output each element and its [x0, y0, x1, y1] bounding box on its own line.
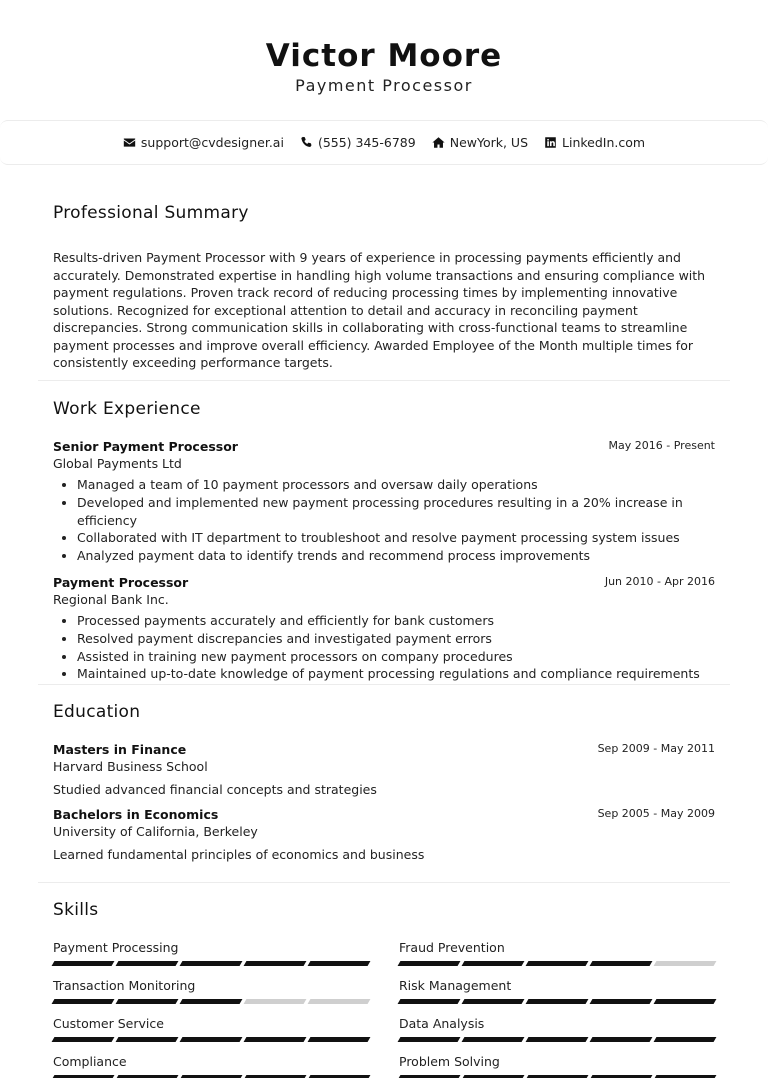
skill-level-segment — [52, 961, 115, 966]
job-bullet: • Processed payments accurately and efficiently for bank customers — [77, 612, 715, 630]
skill-level-segment — [244, 961, 307, 966]
skill-level-segment — [526, 961, 589, 966]
skill-level-segment — [398, 961, 461, 966]
skill-level-segment — [654, 961, 717, 966]
linkedin-icon — [544, 136, 557, 149]
job-bullet: • Assisted in training new payment processors on company procedures — [77, 648, 715, 666]
candidate-name: Victor Moore — [265, 38, 503, 74]
skill-level-segment — [180, 1037, 243, 1042]
skill-level-segment — [654, 1037, 717, 1042]
skill-level-segment — [180, 999, 243, 1004]
linkedin-text: LinkedIn.com — [562, 135, 646, 150]
education-entry — [53, 807, 715, 862]
contact-email[interactable] — [123, 135, 284, 150]
skill-item — [53, 978, 369, 1004]
email-text: support@cvdesigner.ai — [140, 135, 284, 150]
skill-item — [399, 978, 715, 1004]
contact-phone[interactable] — [300, 135, 416, 150]
resume-header — [0, 0, 768, 118]
skill-item — [53, 1054, 369, 1078]
job-company: Global Payments Ltd — [53, 456, 182, 471]
job-bullets — [53, 476, 715, 565]
job-bullet: • Developed and implemented new payment processing procedures resulting in a 20% increase in efficiency — [77, 494, 715, 530]
job-bullets — [53, 612, 715, 683]
skill-level-segment — [590, 961, 653, 966]
skill-level-segment — [462, 961, 525, 966]
skill-level-segment — [52, 1037, 115, 1042]
skill-level-segment — [398, 999, 461, 1004]
skill-item — [53, 940, 369, 966]
skill-level-segment — [116, 1037, 179, 1042]
skill-level-bar — [399, 961, 715, 966]
skill-level-bar — [53, 1037, 369, 1042]
summary-heading: Professional Summary — [53, 203, 249, 223]
job-bullet: • Analyzed payment data to identify trends and recommend process improvements — [77, 547, 715, 565]
skill-level-segment — [654, 999, 717, 1004]
job-bullet: • Collaborated with IT department to troubleshoot and resolve payment processing system issues — [77, 529, 715, 547]
skill-level-segment — [398, 1037, 461, 1042]
skill-level-segment — [526, 999, 589, 1004]
skill-level-segment — [462, 999, 525, 1004]
skill-level-segment — [526, 1037, 589, 1042]
school: Harvard Business School — [53, 759, 208, 774]
education-section — [53, 702, 715, 862]
skill-level-segment — [180, 961, 243, 966]
job-bullet: • Maintained up-to-date knowledge of payment processing regulations and compliance requirements — [77, 665, 715, 683]
skill-name: Customer Service — [53, 1016, 164, 1031]
phone-icon — [300, 136, 313, 149]
school: University of California, Berkeley — [53, 824, 258, 839]
summary-section — [53, 203, 715, 372]
education-entry — [53, 742, 715, 797]
degree: Masters in Finance — [53, 742, 187, 757]
skill-level-segment — [462, 1037, 525, 1042]
skill-item — [399, 1016, 715, 1042]
skill-level-bar — [399, 999, 715, 1004]
job-dates: Jun 2010 - Apr 2016 — [604, 574, 715, 588]
skill-level-segment — [590, 1037, 653, 1042]
skills-grid — [53, 940, 715, 1078]
skill-name: Payment Processing — [53, 940, 179, 955]
skill-name: Compliance — [53, 1054, 127, 1069]
skill-level-bar — [399, 1037, 715, 1042]
skill-level-segment — [52, 999, 115, 1004]
section-divider — [38, 380, 730, 381]
skill-level-segment — [116, 999, 179, 1004]
skill-name: Fraud Prevention — [399, 940, 505, 955]
skill-name: Data Analysis — [399, 1016, 485, 1031]
job-entry — [53, 439, 715, 565]
skills-section — [53, 900, 715, 1078]
home-icon — [432, 136, 445, 149]
degree: Bachelors in Economics — [53, 807, 219, 822]
section-divider — [38, 882, 730, 883]
skill-level-segment — [590, 999, 653, 1004]
education-description: Studied advanced financial concepts and strategies — [53, 782, 377, 797]
location-text: NewYork, US — [449, 135, 529, 150]
skill-item — [399, 1054, 715, 1078]
phone-text: (555) 345-6789 — [317, 135, 416, 150]
experience-heading: Work Experience — [53, 399, 201, 419]
education-dates: Sep 2005 - May 2009 — [597, 807, 715, 820]
skill-name: Problem Solving — [399, 1054, 500, 1069]
skill-name: Risk Management — [399, 978, 512, 993]
skill-item — [399, 940, 715, 966]
contact-bar — [0, 120, 768, 165]
skill-level-bar — [53, 961, 369, 966]
job-title: Payment Processor — [53, 574, 189, 590]
skill-level-segment — [116, 961, 179, 966]
skill-item — [53, 1016, 369, 1042]
summary-text: Results-driven Payment Processor with 9 years of experience in processing payments efficiently and accurately. Demonstrated expertise in handling high volume transactions and ensuring compliance with payment regulations. Proven track record of reducing processing times by implementing innovative solutions. Recognized for exceptional attention to detail and accuracy in reconciling payment discrepancies. Strong communication skills in collaborating with cross-functional teams to streamline payment processes and improve overall efficiency. Awarded Employee of the Month multiple times for consistently exceeding performance targets. — [53, 250, 706, 370]
envelope-icon — [123, 136, 136, 149]
job-dates: May 2016 - Present — [608, 439, 715, 452]
experience-section — [53, 399, 715, 683]
education-description: Learned fundamental principles of economics and business — [53, 847, 425, 862]
candidate-title: Payment Processor — [295, 76, 473, 95]
skill-level-segment — [308, 1037, 371, 1042]
contact-location — [432, 135, 528, 150]
education-dates: Sep 2009 - May 2011 — [597, 742, 715, 755]
skill-name: Transaction Monitoring — [53, 978, 196, 993]
job-entry — [53, 575, 715, 683]
skill-level-segment — [244, 999, 307, 1004]
job-title: Senior Payment Processor — [53, 439, 238, 454]
skill-level-bar — [53, 999, 369, 1004]
skill-level-segment — [308, 999, 371, 1004]
education-heading: Education — [53, 702, 141, 722]
section-divider — [38, 684, 730, 685]
job-bullet: • Resolved payment discrepancies and investigated payment errors — [77, 630, 715, 648]
skills-heading: Skills — [53, 900, 99, 920]
skill-level-segment — [308, 961, 371, 966]
job-company: Regional Bank Inc. — [53, 591, 169, 607]
job-bullet: • Managed a team of 10 payment processors and oversaw daily operations — [77, 476, 715, 494]
skill-level-segment — [244, 1037, 307, 1042]
contact-linkedin[interactable] — [544, 135, 645, 150]
